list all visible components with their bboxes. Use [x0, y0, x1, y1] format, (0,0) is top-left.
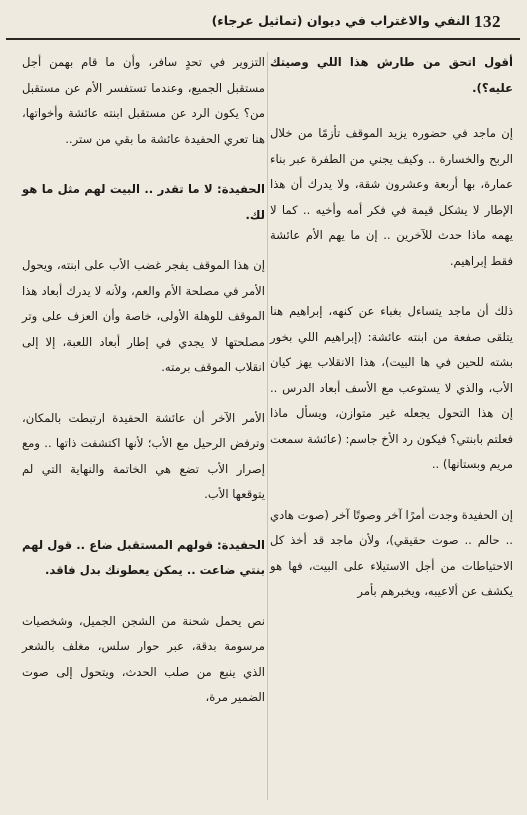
dialogue-line: الحفيدة: قولهم المستقبل ضاع .. قول لهم بنتي ضاعت .. يمكن يعطونك بدل فاقد.	[22, 537, 265, 577]
header-rule	[6, 38, 520, 40]
quote-paragraph: أقول اتحق من طارش هذا اللي وصيتك عليه؟).	[270, 55, 513, 95]
body-paragraph: التزوير في تحدٍ سافر، وأن ما قام بهمن أجل مستقبل الجميع، وعندما تستفسر الأم عن مستقبل من؟ يكون الرد عن مستقبل ابنته عائشة وأخواتها، هنا تعري الحفيدة عائشة ما بقي من ستر..	[22, 55, 265, 146]
page-number: 132	[474, 12, 501, 31]
column-divider	[267, 52, 268, 800]
right-column	[270, 50, 513, 630]
body-paragraph: إن هذا الموقف يفجر غضب الأب على ابنته، ويحول الأمر في مصلحة الأم والعم، ولأنه لا يدرك أبعاد هذا الموقف للوهلة الأولى، خاصة وأن العزف على وتر مصلحتها لا يجدي في إطار أبعاد اللعبة، إلا إلى انقلاب الموقف برمته.	[22, 258, 265, 374]
body-paragraph: الأمر الآخر أن عائشة الحفيدة ارتبطت بالمكان، وترفض الرحيل مع الأب؛ لأنها اكتشفت ذاتها .. ومع إصرار الأب تضع هي الخاتمة والنهاية التي لم يتوقعها الأب.	[22, 410, 265, 501]
left-column	[22, 50, 265, 736]
body-paragraph: ذلك أن ماجد يتساءل بغباء عن كنهه، إبراهيم هنا يتلقى صفعة من ابنته عائشة: (إبراهيم اللي بخور بشته للحين في ها البيت)، هذا الانقلاب يهز كيان الأب، والذي لا يستوعب مع الأسف أبعاد الدرس .. إن هذا التحول يجعله غير متوازن، ويسأل ماذا فعلتم بابنتي؟ فيكون رد الأخ جاسم: (عائشة سمعت مريم وبستانها) ..	[270, 304, 513, 471]
body-paragraph: إن الحفيدة وجدت أمرًا آخر وصوتًا آخر (صوت هادي .. حالم .. صوت حقيقي)، ولأن ماجد قد أخذ كل الاحتياطات من أجل الاستيلاء على البيت، فها هو يكشف عن ألاعيبه، ويخبرهم بأمر	[270, 507, 513, 598]
page-header	[0, 8, 527, 38]
body-paragraph: نص يحمل شحنة من الشجن الجميل، وشخصيات مرسومة بدقة، عبر حوار سلس، مغلف بالشعر الذي ينبع من صلب الحدث، ويتحول إلى صوت الضمير مرة،	[22, 613, 265, 704]
running-title: النفي والاغتراب في ديوان (تماثيل عرجاء)	[211, 13, 470, 28]
dialogue-line: الحفيدة: لا ما تقدر .. البيت لهم مثل ما هو لك.	[22, 182, 265, 222]
body-paragraph: إن ماجد في حضوره يزيد الموقف تأزمًا من خلال الربح والخسارة .. وكيف يجني من الطفرة عبر بناء عمارة، بها أربعة وعشرون شقة، ولا يدرك أن هذا الإطار لا يشكل قيمة في فكر أمه وأخيه .. كما لا يهمه ماذا حدث للآخرين .. إن ما يهم الأم عائشة فقط إبراهيم.	[270, 126, 513, 268]
